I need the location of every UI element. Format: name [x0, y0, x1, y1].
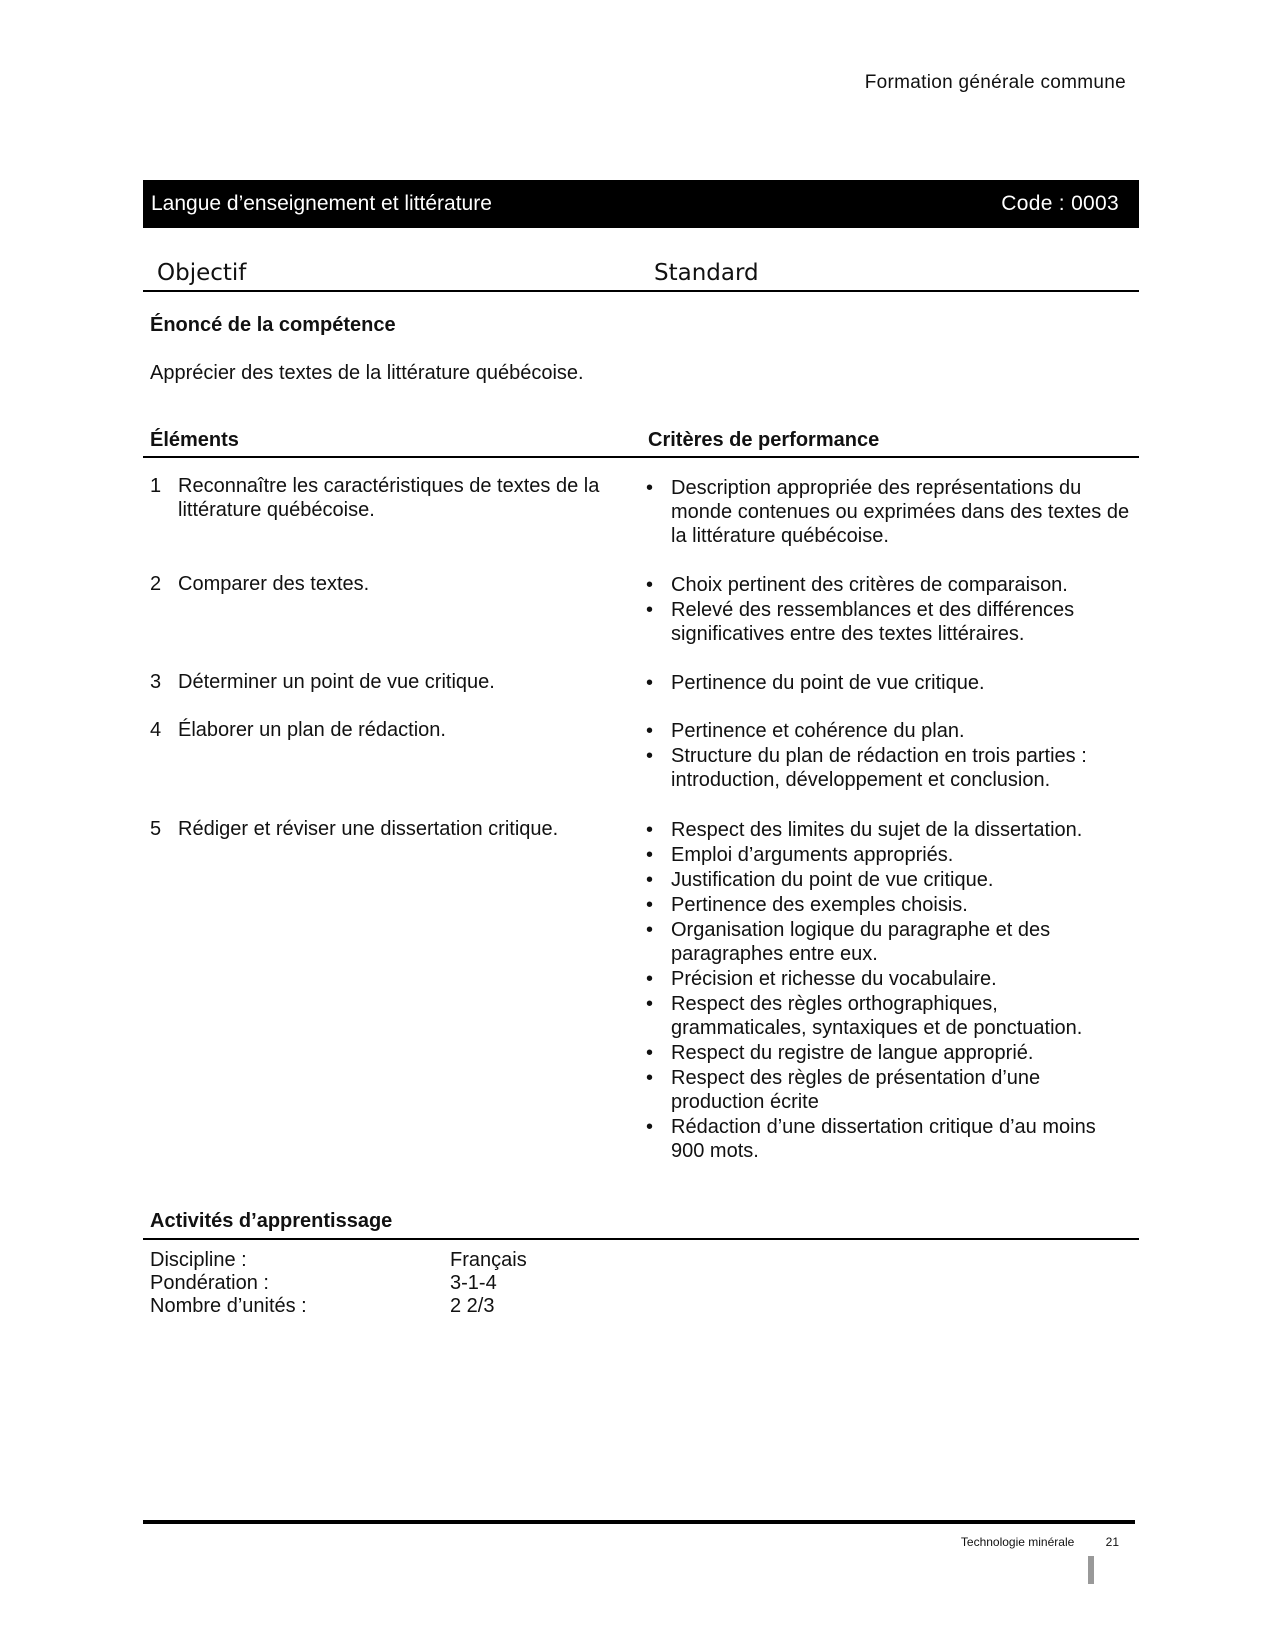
criteria-list — [643, 719, 1133, 793]
criteria-list — [643, 573, 1133, 647]
page-number: 21 — [1105, 1535, 1119, 1549]
element-text: Comparer des textes. — [178, 573, 370, 595]
criterion-item: • Respect du registre de langue approprié. — [643, 1041, 1133, 1065]
criterion-item: • Choix pertinent des critères de comparaison. — [643, 573, 1133, 597]
discipline-value: Français — [450, 1249, 527, 1271]
discipline-row — [150, 1249, 527, 1272]
element-number: 1 — [150, 475, 162, 497]
footer-divider — [143, 1520, 1135, 1524]
criterion-item: • Respect des limites du sujet de la dissertation. — [643, 818, 1133, 842]
course-title-bar — [143, 180, 1139, 228]
criterion-item: • Pertinence des exemples choisis. — [643, 893, 1133, 917]
criterion-item: • Emploi d’arguments appropriés. — [643, 843, 1133, 867]
criterion-item: • Justification du point de vue critique. — [643, 868, 1133, 892]
ponderation-value: 3-1-4 — [450, 1272, 497, 1294]
element-number: 4 — [150, 719, 162, 741]
criterion-item: • Organisation logique du paragraphe et des paragraphes entre eux. — [643, 918, 1133, 966]
element-number: 5 — [150, 818, 162, 840]
competence-text: Apprécier des textes de la littérature québécoise. — [150, 362, 584, 384]
element-item — [150, 817, 630, 841]
criterion-item: • Structure du plan de rédaction en trois parties : introduction, développement et conclusion. — [643, 744, 1133, 792]
element-item — [150, 718, 630, 742]
activities-header — [143, 1206, 1139, 1240]
course-code: Code : 0003 — [1001, 192, 1119, 215]
course-info — [150, 1249, 527, 1318]
footer-program: Technologie minérale — [960, 1535, 1075, 1549]
element-number: 2 — [150, 573, 162, 595]
element-text: Reconnaître les caractéristiques de textes de la littérature québécoise. — [178, 475, 600, 521]
criteria-list — [643, 476, 1133, 549]
page-footer — [961, 1535, 1119, 1549]
running-header: Formation générale commune — [864, 72, 1126, 93]
objective-standard-header — [143, 256, 1139, 292]
criterion-item: • Rédaction d’une dissertation critique d’au moins 900 mots. — [643, 1115, 1133, 1163]
criteria-list — [643, 671, 1133, 696]
ponderation-label: Pondération : — [150, 1272, 269, 1294]
element-text: Élaborer un plan de rédaction. — [178, 719, 446, 741]
course-title: Langue d’enseignement et littérature — [151, 192, 492, 215]
criterion-item: • Pertinence du point de vue critique. — [643, 671, 1133, 695]
units-label: Nombre d’unités : — [150, 1295, 307, 1317]
elements-heading: Éléments — [150, 429, 239, 451]
element-item — [150, 474, 630, 522]
units-row — [150, 1295, 527, 1318]
criterion-item: • Pertinence et cohérence du plan. — [643, 719, 1133, 743]
criterion-item: • Relevé des ressemblances et des différences significatives entre des textes littéraires. — [643, 598, 1133, 646]
elements-criteria-header — [143, 426, 1139, 458]
element-number: 3 — [150, 671, 162, 693]
element-text: Rédiger et réviser une dissertation critique. — [178, 818, 559, 840]
ponderation-row — [150, 1272, 527, 1295]
discipline-label: Discipline : — [150, 1249, 247, 1271]
objective-label: Objectif — [157, 260, 247, 286]
element-text: Déterminer un point de vue critique. — [178, 671, 495, 693]
criteria-list — [643, 818, 1133, 1164]
criterion-item: • Description appropriée des représentations du monde contenues ou exprimées dans des textes de la littérature québécoise. — [643, 476, 1133, 548]
criterion-item: • Précision et richesse du vocabulaire. — [643, 967, 1133, 991]
units-value: 2 2/3 — [450, 1295, 495, 1317]
element-item — [150, 572, 630, 596]
standard-label: Standard — [654, 260, 759, 286]
element-item — [150, 670, 630, 694]
criterion-item: • Respect des règles orthographiques, grammaticales, syntaxiques et de ponctuation. — [643, 992, 1133, 1040]
criteria-heading: Critères de performance — [648, 429, 880, 451]
footer-marker — [1088, 1556, 1094, 1584]
criterion-item: • Respect des règles de présentation d’une production écrite — [643, 1066, 1133, 1114]
competence-heading: Énoncé de la compétence — [150, 314, 396, 336]
activities-heading: Activités d’apprentissage — [150, 1210, 393, 1232]
